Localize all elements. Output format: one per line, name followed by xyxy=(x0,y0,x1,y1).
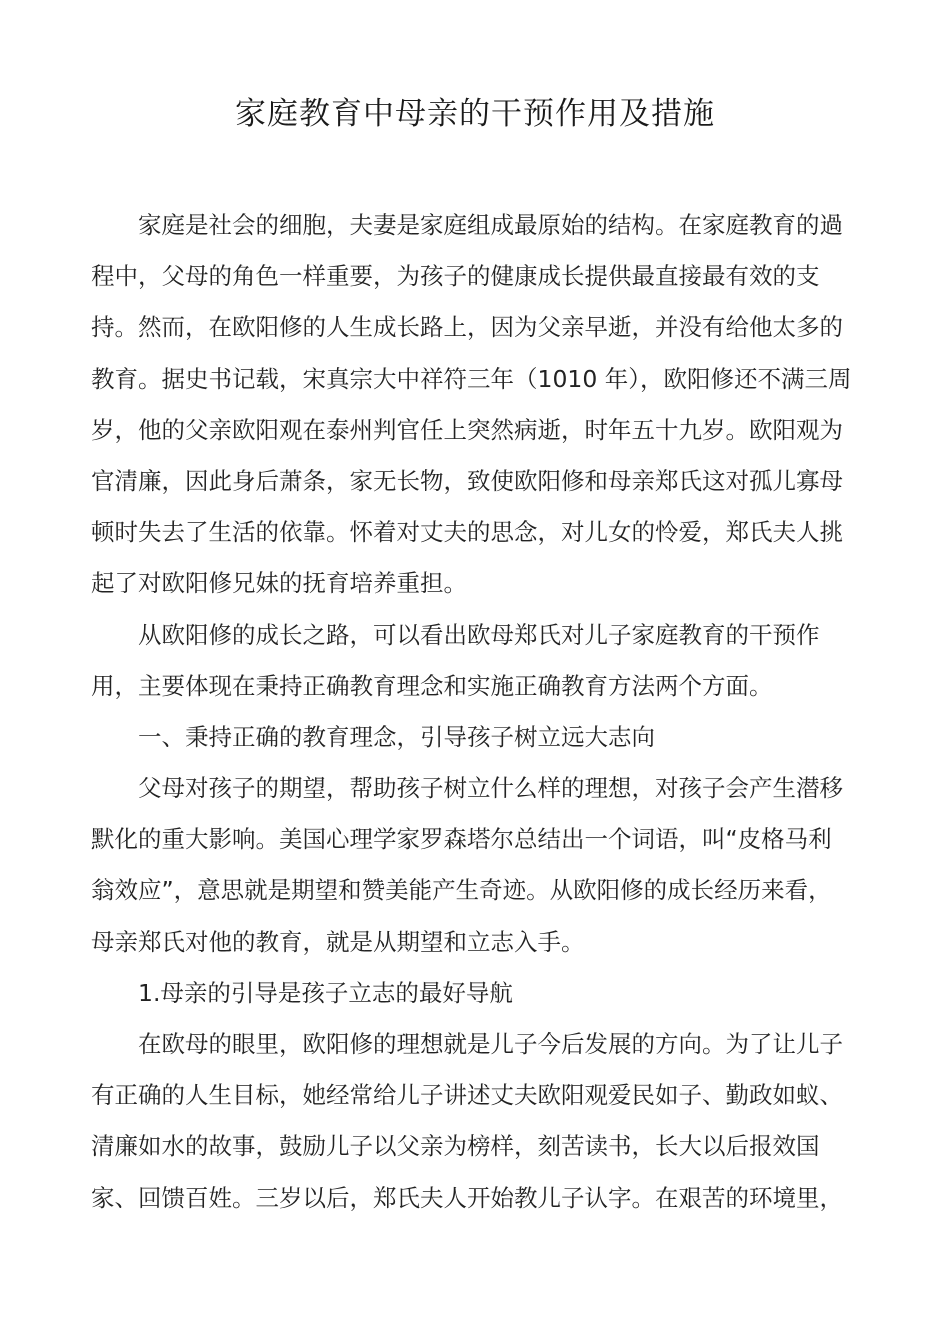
text-line: 用，主要体现在秉持正确教育理念和实施正确教育方法两个方面。 xyxy=(91,671,773,700)
text-line: 清廉如水的故事，鼓励儿子以父亲为榜样，刻苦读书，长大以后报效国 xyxy=(91,1132,820,1161)
text-line: 程中，父母的角色一样重要，为孩子的健康成长提供最直接最有效的支 xyxy=(91,262,820,291)
text-line: 翁效应”，意思就是期望和赞美能产生奇迹。从欧阳修的成长经历来看， xyxy=(91,876,832,905)
text-line: 岁，他的父亲欧阳观在泰州判官任上突然病逝，时年五十九岁。欧阳观为 xyxy=(91,415,843,444)
text-line: 家庭是社会的细胞，夫妻是家庭组成最原始的结构。在家庭教育的過 xyxy=(138,211,843,239)
text-line: 默化的重大影响。美国心理学家罗森塔尔总结出一个词语，叫“皮格马利 xyxy=(91,825,832,854)
text-line: 官清廉，因此身后萧条，家无长物，致使欧阳修和母亲郑氏这对孤儿寡母 xyxy=(91,466,843,495)
text-line: 一、秉持正确的教育理念，引导孩子树立远大志向 xyxy=(138,722,655,751)
text-line: 持。然而，在欧阳修的人生成长路上，因为父亲早逝，并没有给他太多的 xyxy=(91,313,843,342)
text-line: 顿时失去了生活的依靠。怀着对丈夫的思念，对儿女的怜爱，郑氏夫人挑 xyxy=(91,518,843,547)
text-line: 母亲郑氏对他的教育，就是从期望和立志入手。 xyxy=(91,927,585,956)
text-line: 有正确的人生目标，她经常给儿子讲述丈夫欧阳观爱民如子、勤政如蚁、 xyxy=(91,1081,843,1110)
text-line: 起了对欧阳修兄妹的抚育培养重担。 xyxy=(91,569,467,598)
text-line: 家、回馈百姓。三岁以后，郑氏夫人开始教儿子认字。在艰苦的环境里， xyxy=(91,1183,843,1212)
text-line: 在欧母的眼里，欧阳修的理想就是儿子今后发展的方向。为了让儿子 xyxy=(138,1030,843,1058)
text-line: 父母对孩子的期望，帮助孩子树立什么样的理想，对孩子会产生潜移 xyxy=(138,774,843,803)
document-body xyxy=(91,200,871,1224)
text-line: 从欧阳修的成长之路，可以看出欧母郑氏对儿子家庭教育的干预作 xyxy=(138,620,820,649)
text-line: 1.母亲的引导是孩子立志的最好导航 xyxy=(138,978,513,1007)
text-line: 教育。据史书记载，宋真宗大中祥符三年（1010 年），欧阳修还不满三周 xyxy=(91,364,852,393)
document-title: 家庭教育中母亲的干预作用及措施 xyxy=(235,96,715,132)
